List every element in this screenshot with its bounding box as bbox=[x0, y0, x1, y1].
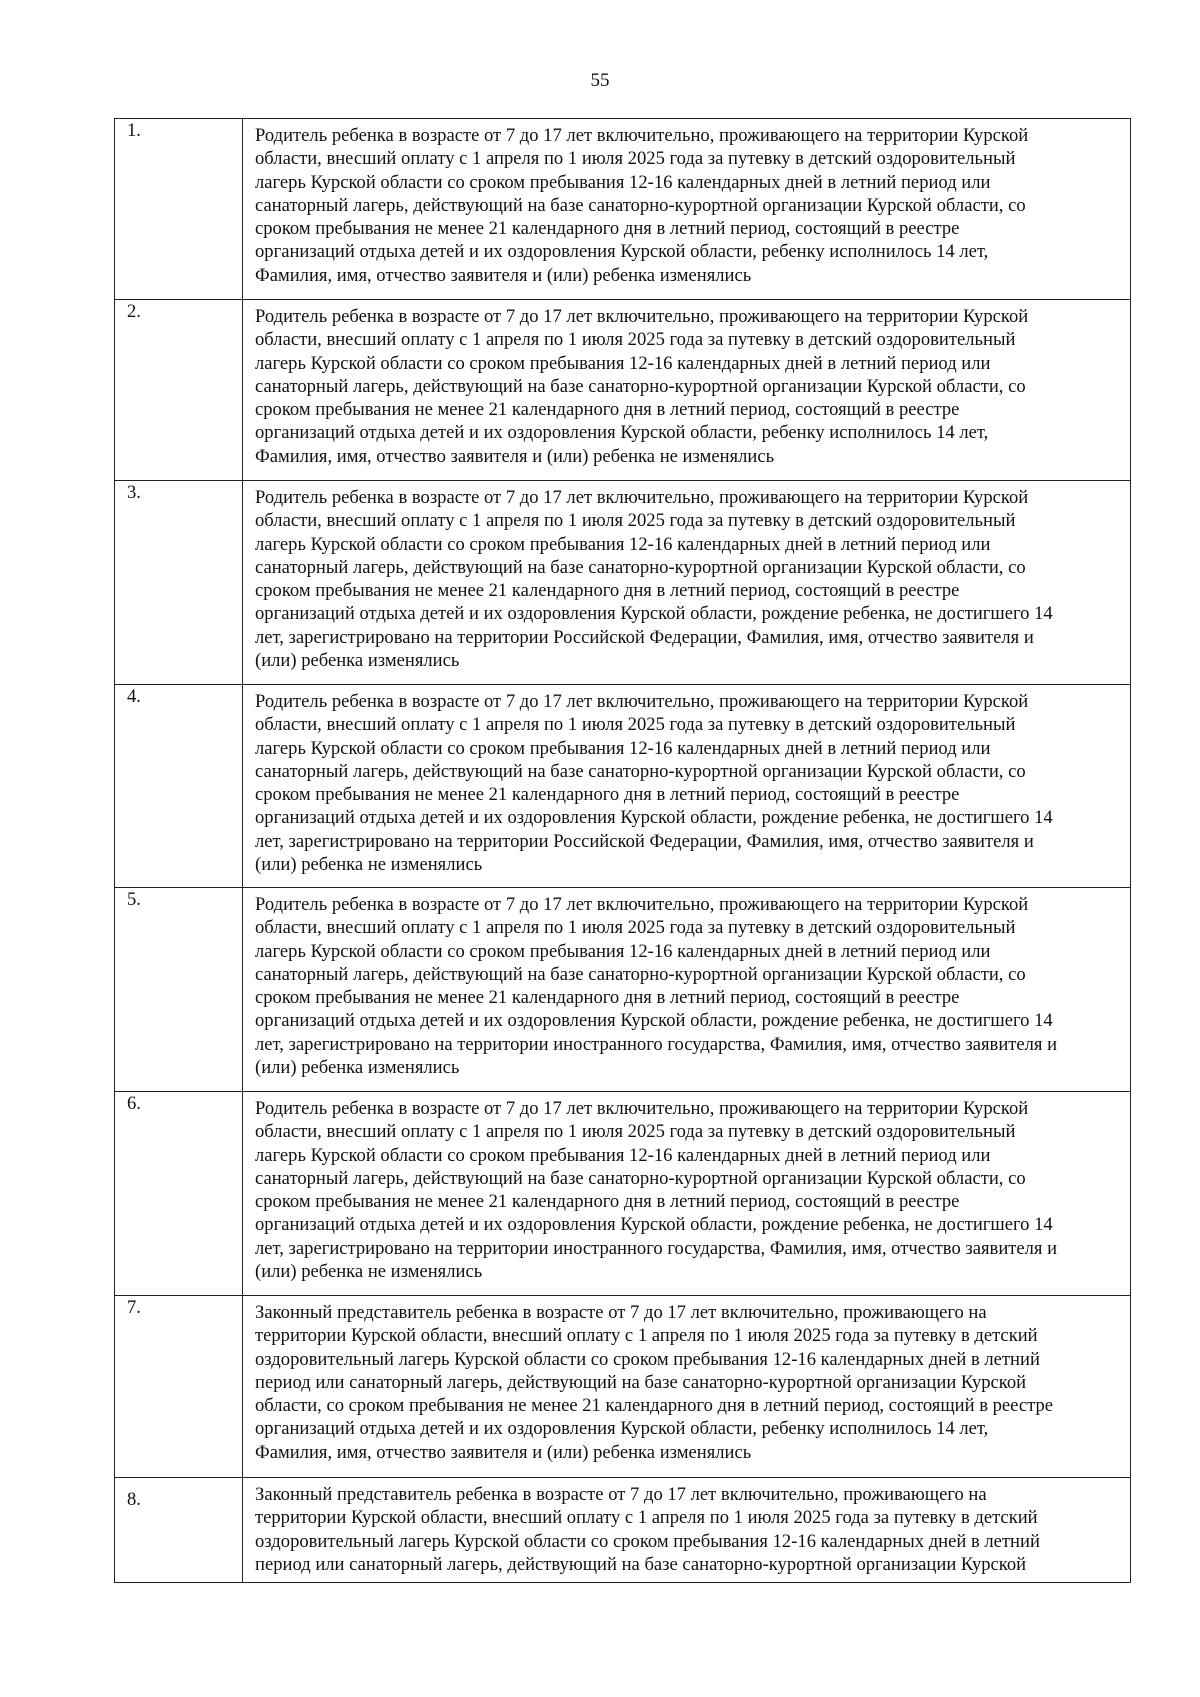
table-row bbox=[115, 1092, 1131, 1296]
row-number: 7. bbox=[115, 1296, 243, 1478]
text-line: Фамилия, имя, отчество заявителя и (или) ребенка не изменялись bbox=[255, 445, 775, 467]
text-line: области, внесший оплату с 1 апреля по 1 июля 2025 года за путевку в детский оздоровительный bbox=[255, 510, 1016, 532]
row-description bbox=[243, 1296, 1131, 1478]
text-line: (или) ребенка не изменялись bbox=[255, 1261, 483, 1283]
row-description bbox=[243, 119, 1131, 300]
text-line: Фамилия, имя, отчество заявителя и (или) ребенка изменялись bbox=[255, 264, 752, 286]
text-line: лет, зарегистрировано на территории иностранного государства, Фамилия, имя, отчество заявителя и bbox=[255, 1033, 1058, 1055]
text-line: период или санаторный лагерь, действующий на базе санаторно-курортной организации Курской bbox=[255, 1553, 1027, 1575]
row-number: 1. bbox=[115, 119, 243, 300]
text-line: сроком пребывания не менее 21 календарного дня в летний период, состоящий в реестре bbox=[255, 580, 960, 602]
text-line: области, внесший оплату с 1 апреля по 1 июля 2025 года за путевку в детский оздоровительный bbox=[255, 917, 1016, 939]
text-line: лет, зарегистрировано на территории Российской Федерации, Фамилия, имя, отчество заявителя и bbox=[255, 626, 1034, 648]
row-number: 2. bbox=[115, 300, 243, 481]
text-line: лет, зарегистрировано на территории Российской Федерации, Фамилия, имя, отчество заявителя и bbox=[255, 830, 1034, 852]
text-line: области, внесший оплату с 1 апреля по 1 июля 2025 года за путевку в детский оздоровительный bbox=[255, 329, 1016, 351]
table-row bbox=[115, 1478, 1131, 1583]
text-line: санаторный лагерь, действующий на базе санаторно-курортной организации Курской области, со bbox=[255, 375, 1026, 397]
text-line: санаторный лагерь, действующий на базе санаторно-курортной организации Курской области, со bbox=[255, 556, 1026, 578]
text-line: санаторный лагерь, действующий на базе санаторно-курортной организации Курской области, со bbox=[255, 760, 1026, 782]
text-line: организаций отдыха детей и их оздоровления Курской области, ребенку исполнилось 14 лет, bbox=[255, 1418, 989, 1440]
row-number: 8. bbox=[115, 1478, 243, 1583]
text-line: оздоровительный лагерь Курской области со сроком пребывания 12-16 календарных дней в летний bbox=[255, 1348, 1040, 1370]
text-line: области, внесший оплату с 1 апреля по 1 июля 2025 года за путевку в детский оздоровительный bbox=[255, 1121, 1016, 1143]
row-number: 6. bbox=[115, 1092, 243, 1296]
text-line: Родитель ребенка в возрасте от 7 до 17 лет включительно, проживающего на территории Курской bbox=[255, 691, 1029, 712]
text-line: лагерь Курской области со сроком пребывания 12-16 календарных дней в летний период или bbox=[255, 940, 991, 962]
text-line: области, со сроком пребывания не менее 21 календарного дня в летний период, состоящий в реестре bbox=[255, 1395, 1054, 1417]
text-line: Родитель ребенка в возрасте от 7 до 17 лет включительно, проживающего на территории Курской bbox=[255, 487, 1029, 508]
text-line: области, внесший оплату с 1 апреля по 1 июля 2025 года за путевку в детский оздоровительный bbox=[255, 148, 1016, 170]
row-number: 5. bbox=[115, 888, 243, 1092]
row-number: 4. bbox=[115, 685, 243, 888]
row-description bbox=[243, 481, 1131, 685]
text-line: лагерь Курской области со сроком пребывания 12-16 календарных дней в летний период или bbox=[255, 352, 991, 374]
text-line: санаторный лагерь, действующий на базе санаторно-курортной организации Курской области, со bbox=[255, 1167, 1026, 1189]
text-line: Родитель ребенка в возрасте от 7 до 17 лет включительно, проживающего на территории Курской bbox=[255, 306, 1029, 327]
text-line: организаций отдыха детей и их оздоровления Курской области, рождение ребенка, не достигшего 14 bbox=[255, 1010, 1053, 1032]
eligibility-table bbox=[114, 118, 1131, 1583]
row-description bbox=[243, 1478, 1131, 1583]
text-line: сроком пребывания не менее 21 календарного дня в летний период, состоящий в реестре bbox=[255, 1191, 960, 1213]
text-line: сроком пребывания не менее 21 календарного дня в летний период, состоящий в реестре bbox=[255, 784, 960, 806]
text-line: Родитель ребенка в возрасте от 7 до 17 лет включительно, проживающего на территории Курской bbox=[255, 1098, 1029, 1119]
row-description bbox=[243, 888, 1131, 1092]
row-number: 3. bbox=[115, 481, 243, 685]
text-line: Родитель ребенка в возрасте от 7 до 17 лет включительно, проживающего на территории Курской bbox=[255, 125, 1029, 146]
text-line: (или) ребенка не изменялись bbox=[255, 854, 483, 876]
table-row bbox=[115, 685, 1131, 888]
text-line: санаторный лагерь, действующий на базе санаторно-курортной организации Курской области, со bbox=[255, 194, 1026, 216]
table-row bbox=[115, 1296, 1131, 1478]
text-line: (или) ребенка изменялись bbox=[255, 650, 460, 672]
text-line: сроком пребывания не менее 21 календарного дня в летний период, состоящий в реестре bbox=[255, 399, 960, 421]
text-line: организаций отдыха детей и их оздоровления Курской области, рождение ребенка, не достигшего 14 bbox=[255, 807, 1053, 829]
text-line: организаций отдыха детей и их оздоровления Курской области, ребенку исполнилось 14 лет, bbox=[255, 422, 989, 444]
page-number: 55 bbox=[590, 70, 610, 91]
text-line: Законный представитель ребенка в возрасте от 7 до 17 лет включительно, проживающего на bbox=[255, 1302, 987, 1323]
text-line: области, внесший оплату с 1 апреля по 1 июля 2025 года за путевку в детский оздоровительный bbox=[255, 714, 1016, 736]
text-line: Законный представитель ребенка в возрасте от 7 до 17 лет включительно, проживающего на bbox=[255, 1484, 987, 1505]
table-row bbox=[115, 888, 1131, 1092]
text-line: Фамилия, имя, отчество заявителя и (или) ребенка изменялись bbox=[255, 1441, 752, 1463]
text-line: санаторный лагерь, действующий на базе санаторно-курортной организации Курской области, со bbox=[255, 963, 1026, 985]
text-line: сроком пребывания не менее 21 календарного дня в летний период, состоящий в реестре bbox=[255, 218, 960, 240]
text-line: территории Курской области, внесший оплату с 1 апреля по 1 июля 2025 года за путевку в детский bbox=[255, 1325, 1038, 1347]
table-row bbox=[115, 119, 1131, 300]
text-line: период или санаторный лагерь, действующий на базе санаторно-курортной организации Курской bbox=[255, 1371, 1027, 1393]
row-description bbox=[243, 1092, 1131, 1296]
row-description bbox=[243, 300, 1131, 481]
text-line: (или) ребенка изменялись bbox=[255, 1057, 460, 1079]
table-row bbox=[115, 481, 1131, 685]
text-line: организаций отдыха детей и их оздоровления Курской области, ребенку исполнилось 14 лет, bbox=[255, 241, 989, 263]
text-line: сроком пребывания не менее 21 календарного дня в летний период, состоящий в реестре bbox=[255, 987, 960, 1009]
text-line: организаций отдыха детей и их оздоровления Курской области, рождение ребенка, не достигшего 14 bbox=[255, 1214, 1053, 1236]
text-line: территории Курской области, внесший оплату с 1 апреля по 1 июля 2025 года за путевку в детский bbox=[255, 1507, 1038, 1529]
table-row bbox=[115, 300, 1131, 481]
text-line: Родитель ребенка в возрасте от 7 до 17 лет включительно, проживающего на территории Курской bbox=[255, 894, 1029, 915]
text-line: лагерь Курской области со сроком пребывания 12-16 календарных дней в летний период или bbox=[255, 171, 991, 193]
text-line: организаций отдыха детей и их оздоровления Курской области, рождение ребенка, не достигшего 14 bbox=[255, 603, 1053, 625]
text-line: лагерь Курской области со сроком пребывания 12-16 календарных дней в летний период или bbox=[255, 533, 991, 555]
text-line: оздоровительный лагерь Курской области со сроком пребывания 12-16 календарных дней в летний bbox=[255, 1530, 1040, 1552]
text-line: лагерь Курской области со сроком пребывания 12-16 календарных дней в летний период или bbox=[255, 737, 991, 759]
text-line: лет, зарегистрировано на территории иностранного государства, Фамилия, имя, отчество заявителя и bbox=[255, 1237, 1058, 1259]
row-description bbox=[243, 685, 1131, 888]
text-line: лагерь Курской области со сроком пребывания 12-16 календарных дней в летний период или bbox=[255, 1144, 991, 1166]
